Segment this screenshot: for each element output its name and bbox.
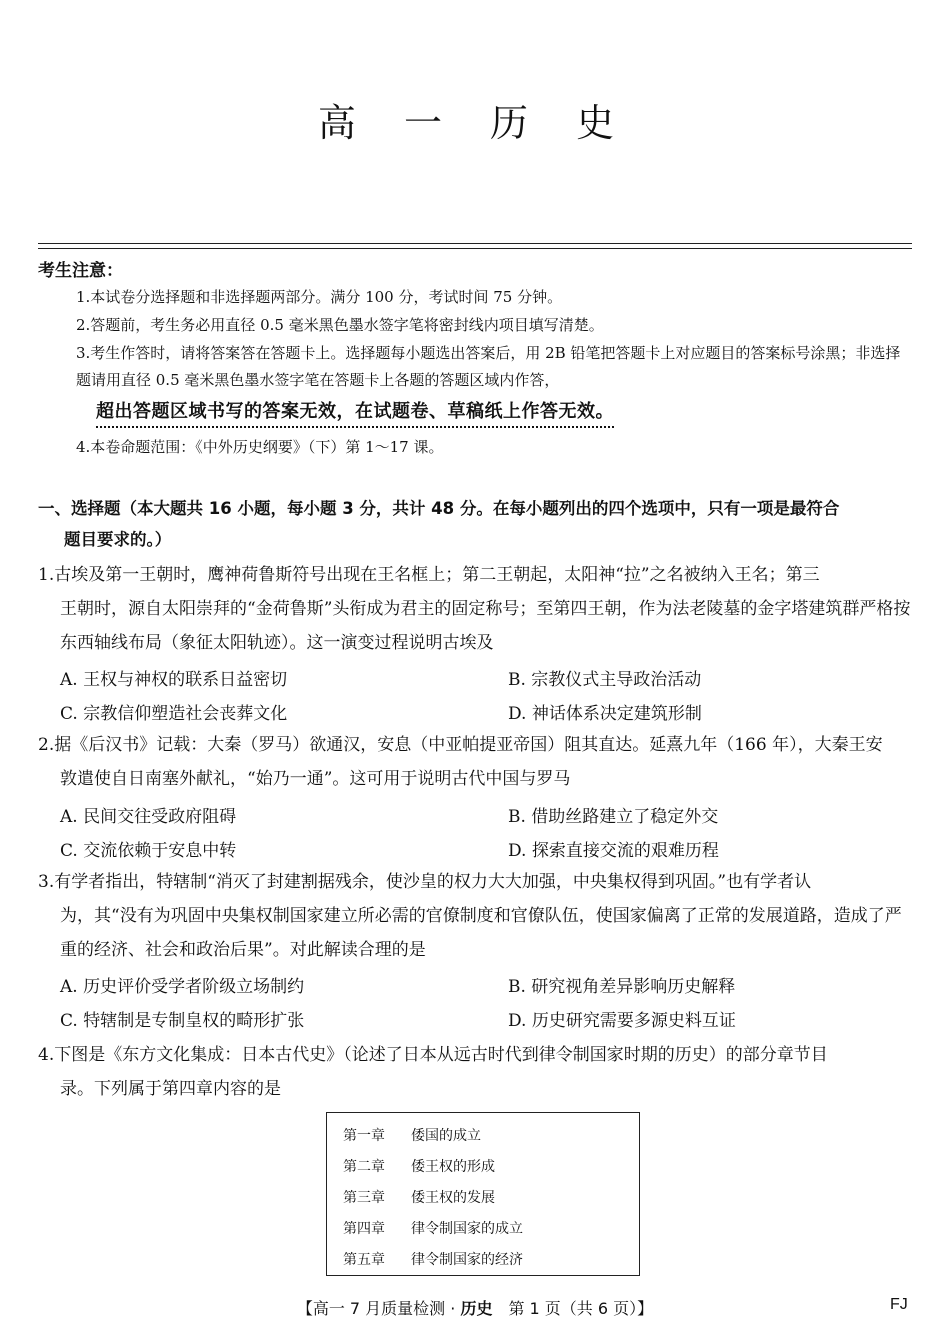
footer-right: 第 1 页（共 6 页）】	[492, 1299, 654, 1318]
question-4-line1: 4.下图是《东方文化集成：日本古代史》（论述了日本从远古时代到律令制国家时期的历史）的部分章节目	[38, 1045, 828, 1065]
option-a: A. 王权与神权的联系日益密切	[60, 670, 288, 690]
footer-code: FJ	[890, 1296, 908, 1313]
option-d: D. 神话体系决定建筑形制	[508, 704, 702, 724]
notice-heading: 考生注意：	[38, 261, 123, 281]
notice-item-4: 4.本卷命题范围：《中外历史纲要》（下）第 1～17 课。	[76, 438, 444, 456]
question-4-stem	[38, 1038, 918, 1106]
toc-chapter: 第五章	[343, 1252, 385, 1268]
toc-row	[343, 1245, 639, 1276]
option-b: B. 宗教仪式主导政治活动	[508, 670, 702, 690]
toc-row	[343, 1121, 639, 1152]
toc-chapter-title: 律令制国家的经济	[411, 1252, 523, 1268]
notice-warning: 超出答题区域书写的答案无效，在试题卷、草稿纸上作答无效。	[96, 401, 614, 422]
notice-item-1: 1.本试卷分选择题和非选择题两部分。满分 100 分，考试时间 75 分钟。	[76, 288, 563, 306]
notice-item-2: 2.答题前，考生务必用直径 0.5 毫米黑色墨水签字笔将密封线内项目填写清楚。	[76, 316, 604, 334]
page-footer	[0, 1296, 950, 1319]
option-b: B. 研究视角差异影响历史解释	[508, 977, 736, 997]
toc-chapter-title: 倭国的成立	[411, 1128, 481, 1144]
option-b: B. 借助丝路建立了稳定外交	[508, 807, 719, 827]
toc-chapter-title: 律令制国家的成立	[411, 1221, 523, 1237]
divider-line	[38, 248, 912, 249]
question-1-line1: 1.古埃及第一王朝时，鹰神荷鲁斯符号出现在王名框上；第二王朝起，太阳神“拉”之名被纳入王名；第三	[38, 565, 820, 585]
footer-left: 【高一 7 月质量检测 ·	[296, 1299, 461, 1318]
question-3	[38, 865, 918, 967]
option-c: C. 交流依赖于安息中转	[60, 841, 237, 861]
section-heading-line2: 题目要求的。）	[64, 530, 172, 549]
toc-chapter: 第四章	[343, 1221, 385, 1237]
question-4-rest: 录。下列属于第四章内容的是	[60, 1079, 281, 1099]
option-d: D. 探索直接交流的艰难历程	[508, 841, 719, 861]
footer-subject: 历史	[460, 1299, 493, 1318]
option-c: C. 特辖制是专制皇权的畸形扩张	[60, 1011, 305, 1031]
question-3-stem	[38, 865, 918, 967]
toc-row	[343, 1152, 639, 1183]
question-2	[38, 728, 918, 796]
notice-item-3	[76, 340, 914, 425]
toc-chapter-title: 倭王权的形成	[411, 1159, 495, 1175]
option-a: A. 历史评价受学者阶级立场制约	[60, 977, 305, 997]
question-2-rest: 敦遣使自日南塞外献礼，“始乃一通”。这可用于说明古代中国与罗马	[60, 769, 571, 789]
question-1	[38, 558, 918, 660]
question-3-line1: 3.有学者指出，特辖制“消灭了封建割据残余，使沙皇的权力大大加强，中央集权得到巩固。”也有学者认	[38, 872, 812, 892]
notice-item-3-text: 3.考生作答时，请将答案答在答题卡上。选择题每小题选出答案后，用 2B 铅笔把答题卡上对应题目的答案标号涂黑；非选择题请用直径 0.5 毫米黑色墨水签字笔在答题卡上各题的答题区域内作答，	[76, 344, 901, 389]
section-heading	[38, 493, 918, 555]
question-1-rest: 王朝时，源自太阳崇拜的“金荷鲁斯”头衔成为君主的固定称号；至第四王朝，作为法老陵墓的金字塔建筑群严格按东西轴线布局（象征太阳轨迹）。这一演变过程说明古埃及	[60, 599, 911, 653]
question-4	[38, 1038, 918, 1106]
question-1-stem	[38, 558, 918, 660]
toc-chapter: 第一章	[343, 1128, 385, 1144]
section-heading-line1: 一、选择题（本大题共 16 小题，每小题 3 分，共计 48 分。在每小题列出的四个选项中，只有一项是最符合	[38, 499, 840, 518]
question-2-stem	[38, 728, 918, 796]
toc-chapter: 第二章	[343, 1159, 385, 1175]
toc-row	[343, 1183, 639, 1214]
table-of-contents	[326, 1112, 640, 1276]
question-2-line1: 2.据《后汉书》记载：大秦（罗马）欲通汉，安息（中亚帕提亚帝国）阻其直达。延熹九年（166 年），大秦王安	[38, 735, 883, 755]
toc-row	[343, 1214, 639, 1245]
option-c: C. 宗教信仰塑造社会丧葬文化	[60, 704, 288, 724]
toc-chapter: 第三章	[343, 1190, 385, 1206]
divider-line	[38, 243, 912, 244]
question-3-rest: 为，其“没有为巩固中央集权制国家建立所必需的官僚制度和官僚队伍，使国家偏离了正常的发展道路，造成了严重的经济、社会和政治后果”。对此解读合理的是	[60, 906, 902, 960]
toc-chapter-title: 倭王权的发展	[411, 1190, 495, 1206]
option-a: A. 民间交往受政府阻碍	[60, 807, 237, 827]
page-title: 高 一 历 史	[317, 101, 633, 145]
option-d: D. 历史研究需要多源史料互证	[508, 1011, 736, 1031]
